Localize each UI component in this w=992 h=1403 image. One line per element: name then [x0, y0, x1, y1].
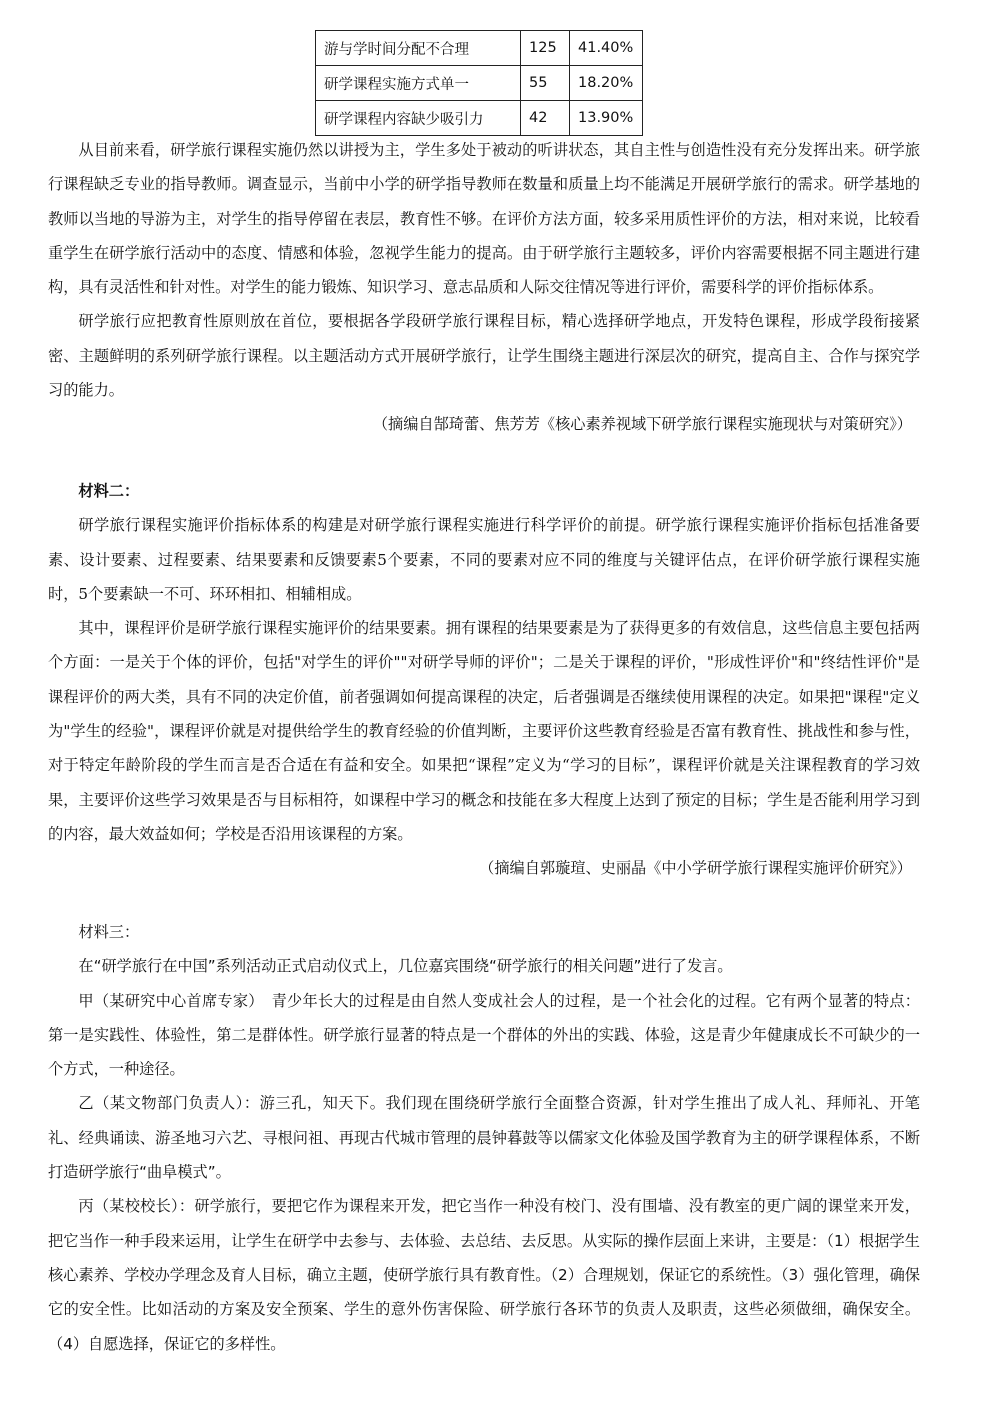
section-heading: 材料二： — [78, 482, 140, 500]
material-three-section — [48, 915, 920, 1361]
table-row — [316, 31, 643, 66]
table-row — [316, 66, 643, 101]
paragraph: 研学旅行课程实施评价指标体系的构建是对研学旅行课程实施进行科学评价的前提。研学旅行课程实施评价指标包括准备要素、设计要素、过程要素、结果要素和反馈要素5个要素，不同的要素对应不同的维度与关键评估点，在评价研学旅行课程实施时，5个要素缺一不可、环环相扣、相辅相成。 — [48, 516, 920, 603]
percent-cell: 18.20% — [570, 66, 643, 101]
paragraph: 乙（某文物部门负责人）：游三孔，知天下。我们现在围绕研学旅行全面整合资源，针对学生推出了成人礼、拜师礼、开笔礼、经典诵读、游圣地习六艺、寻根问祖、再现古代城市管理的晨钟暮鼓等以儒家文化体验及国学教育为主的研学课程体系，不断打造研学旅行“曲阜模式”。 — [48, 1094, 920, 1182]
count-cell: 55 — [521, 66, 570, 101]
paragraph: 从目前来看，研学旅行课程实施仍然以讲授为主，学生多处于被动的听讲状态，其自主性与创造性没有充分发挥出来。研学旅行课程缺乏专业的指导教师。调查显示，当前中小学的研学指导教师在数量和质量上均不能满足开展研学旅行的需求。研学基地的教师以当地的导游为主，对学生的指导停留在表层，教育性不够。在评价方法方面，较多采用质性评价的方法，相对来说，比较看重学生在研学旅行活动中的态度、情感和体验，忽视学生能力的提高。由于研学旅行主题较多，评价内容需要根据不同主题进行建构，具有灵活性和针对性。对学生的能力锻炼、知识学习、意志品质和人际交往情况等进行评价，需要科学的评价指标体系。 — [48, 141, 920, 297]
problem-cell: 研学课程实施方式单一 — [316, 66, 521, 101]
percent-cell: 13.90% — [570, 101, 643, 136]
problem-cell: 游与学时间分配不合理 — [316, 31, 521, 66]
paragraph: 在“研学旅行在中国”系列活动正式启动仪式上，几位嘉宾围绕“研学旅行的相关问题”进行了发言。 — [78, 957, 733, 976]
percent-cell: 41.40% — [570, 31, 643, 66]
material-one-section — [48, 133, 920, 442]
source-citation: （摘编自郜琦蕾、焦芳芳《核心素养视域下研学旅行课程实施现状与对策研究》） — [372, 415, 912, 434]
survey-table — [315, 30, 643, 136]
material-two-section — [48, 474, 920, 886]
paragraph: 甲（某研究中心首席专家） 青少年长大的过程是由自然人变成社会人的过程，是一个社会化的过程。它有两个显著的特点：第一是实践性、体验性，第二是群体性。研学旅行显著的特点是一个群体的外出的实践、体验，这是青少年健康成长不可缺少的一个方式，一种途径。 — [48, 991, 920, 1079]
table-row — [316, 101, 643, 136]
count-cell: 125 — [521, 31, 570, 66]
section-heading: 材料三： — [78, 923, 140, 941]
source-citation: （摘编自郭璇瑄、史丽晶《中小学研学旅行课程实施评价研究》） — [479, 859, 912, 878]
paragraph: 丙（某校校长）：研学旅行，要把它作为课程来开发，把它当作一种没有校门、没有围墙、没有教室的更广阔的课堂来开发，把它当作一种手段来运用，让学生在研学中去参与、去体验、去总结、去反思。从实际的操作层面上来讲，主要是：（1）根据学生核心素养、学校办学理念及育人目标，确立主题，使研学旅行具有教育性。（2）合理规划，保证它的系统性。（3）强化管理，确保它的安全性。比如活动的方案及安全预案、学生的意外伤害保险、研学旅行各环节的负责人及职责，这些必须做细，确保安全。（4）自愿选择，保证它的多样性。 — [48, 1197, 920, 1353]
problem-cell: 研学课程内容缺少吸引力 — [316, 101, 521, 136]
paragraph: 研学旅行应把教育性原则放在首位，要根据各学段研学旅行课程目标，精心选择研学地点，开发特色课程，形成学段衔接紧密、主题鲜明的系列研学旅行课程。以主题活动方式开展研学旅行，让学生围绕主题进行深层次的研究，提高自主、合作与探究学习的能力。 — [48, 312, 920, 400]
count-cell: 42 — [521, 101, 570, 136]
paragraph: 其中，课程评价是研学旅行课程实施评价的结果要素。拥有课程的结果要素是为了获得更多的有效信息，这些信息主要包括两个方面：一是关于个体的评价，包括"对学生的评价""对研学导师的评价"；二是关于课程的评价，"形成性评价"和"终结性评价"是课程评价的两大类，具有不同的决定价值，前者强调如何提高课程的决定，后者强调是否继续使用课程的决定。如果把"课程"定义为"学生的经验"，课程评价就是对提供给学生的教育经验的价值判断，主要评价这些教育经验是否富有教育性、挑战性和参与性，对于特定年龄阶段的学生而言是否合适在有益和安全。如果把“课程”定义为“学习的目标”，课程评价就是关注课程教育的学习效果，主要评价这些学习效果是否与目标相符，如课程中学习的概念和技能在多大程度上达到了预定的目标；学生是否能利用学习到的内容，最大效益如何；学校是否沿用该课程的方案。 — [48, 619, 920, 843]
